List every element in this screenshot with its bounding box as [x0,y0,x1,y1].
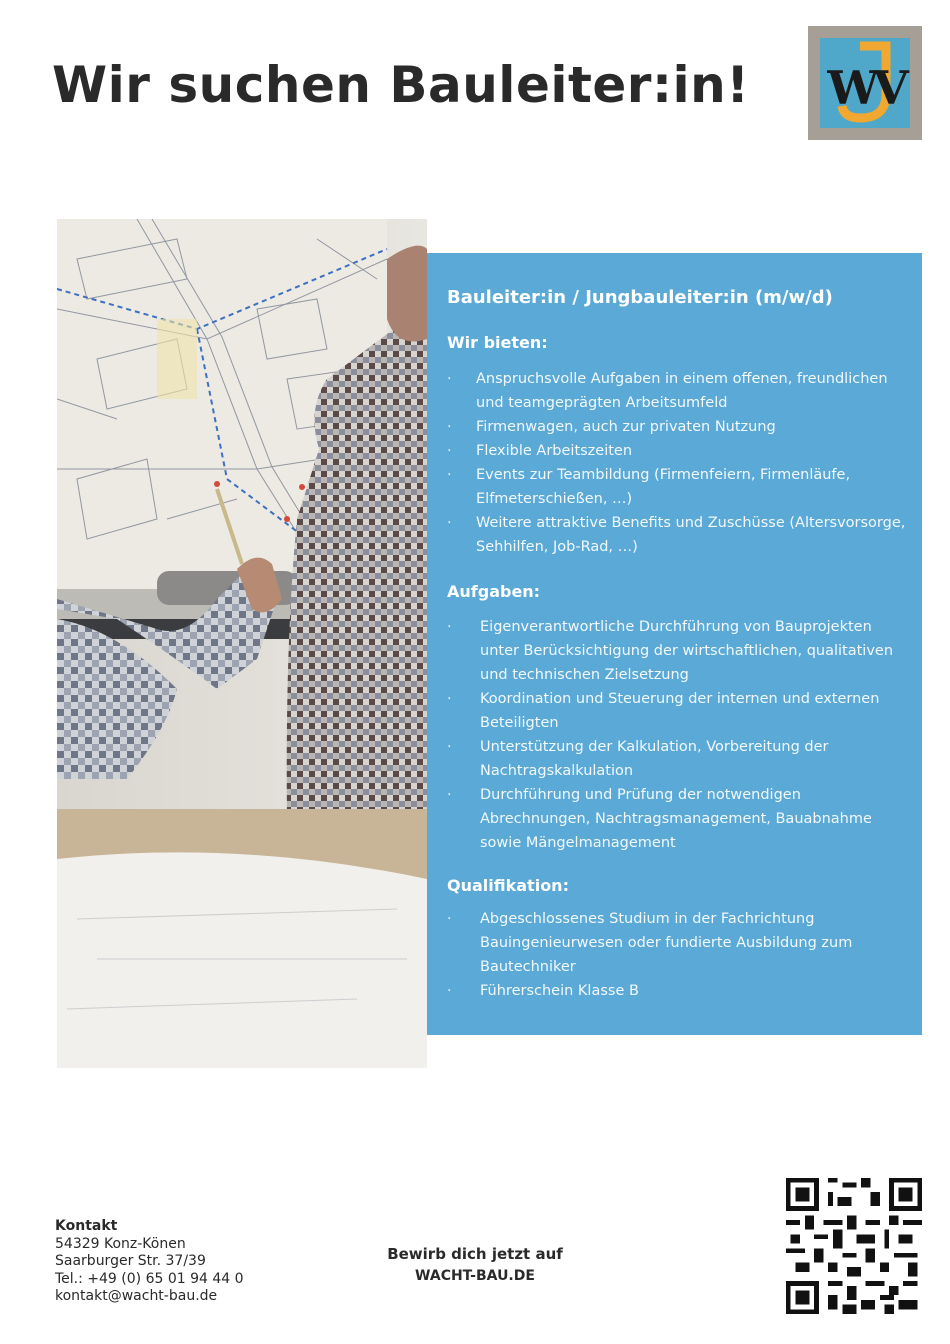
qr-code-icon[interactable] [786,1178,922,1314]
offer-heading: Wir bieten: [447,333,548,352]
tasks-list [447,615,907,855]
blueprint-meeting-photo [57,219,427,1068]
list-item: · Weitere attraktive Benefits und Zuschüsse (Altersvorsorge, Sehhilfen, Job-Rad, …) [447,511,907,559]
contact-block [55,1218,244,1306]
list-item: · Führerschein Klasse B [447,979,907,1003]
list-item: · Firmenwagen, auch zur privaten Nutzung [447,415,907,439]
offer-list [447,367,907,559]
company-logo [808,26,922,140]
contact-city: 54329 Konz-Könen [55,1235,186,1252]
apply-callout [375,1243,575,1287]
apply-text: Bewirb dich jetzt auf [387,1245,563,1263]
job-info-panel [427,253,922,1035]
logo-icon [820,38,910,128]
job-title: Bauleiter:in / Jungbauleiter:in (m/w/d) [447,287,833,308]
list-item: · Events zur Teambildung (Firmenfeiern, Firmenläufe, Elfmeterschießen, …) [447,463,907,511]
qualification-list [447,907,907,1003]
contact-street: Saarburger Str. 37/39 [55,1253,206,1269]
svg-text:WV: WV [827,61,903,115]
list-item: · Anspruchsvolle Aufgaben in einem offenen, freundlichen und teamgeprägten Arbeitsumfeld [447,367,907,415]
contact-email[interactable]: kontakt@wacht-bau.de [55,1288,218,1304]
list-item: · Flexible Arbeitszeiten [447,439,907,463]
list-item: · Abgeschlossenes Studium in der Fachrichtung Bauingenieurwesen oder fundierte Ausbildung zum Bautechniker [447,907,907,979]
list-item: · Unterstützung der Kalkulation, Vorbereitung der Nachtragskalkulation [447,735,907,783]
list-item: · Durchführung und Prüfung der notwendigen Abrechnungen, Nachtragsmanagement, Bauabnahme sowie Mängelmanagement [447,783,907,855]
tasks-heading: Aufgaben: [447,582,541,601]
list-item: · Eigenverantwortliche Durchführung von Bauprojekten unter Berücksichtigung der wirtschaftlichen, qualitativen und technischen Zielsetzung [447,615,907,687]
apply-website-link[interactable]: WACHT-BAU.DE [415,1268,535,1284]
page-title: Wir suchen Bauleiter:in! [52,56,750,114]
qualification-heading: Qualifikation: [447,876,569,895]
list-item: · Koordination und Steuerung der internen und externen Beteiligten [447,687,907,735]
contact-heading: Kontakt [55,1218,118,1234]
contact-phone[interactable]: Tel.: +49 (0) 65 01 94 44 0 [55,1270,244,1287]
